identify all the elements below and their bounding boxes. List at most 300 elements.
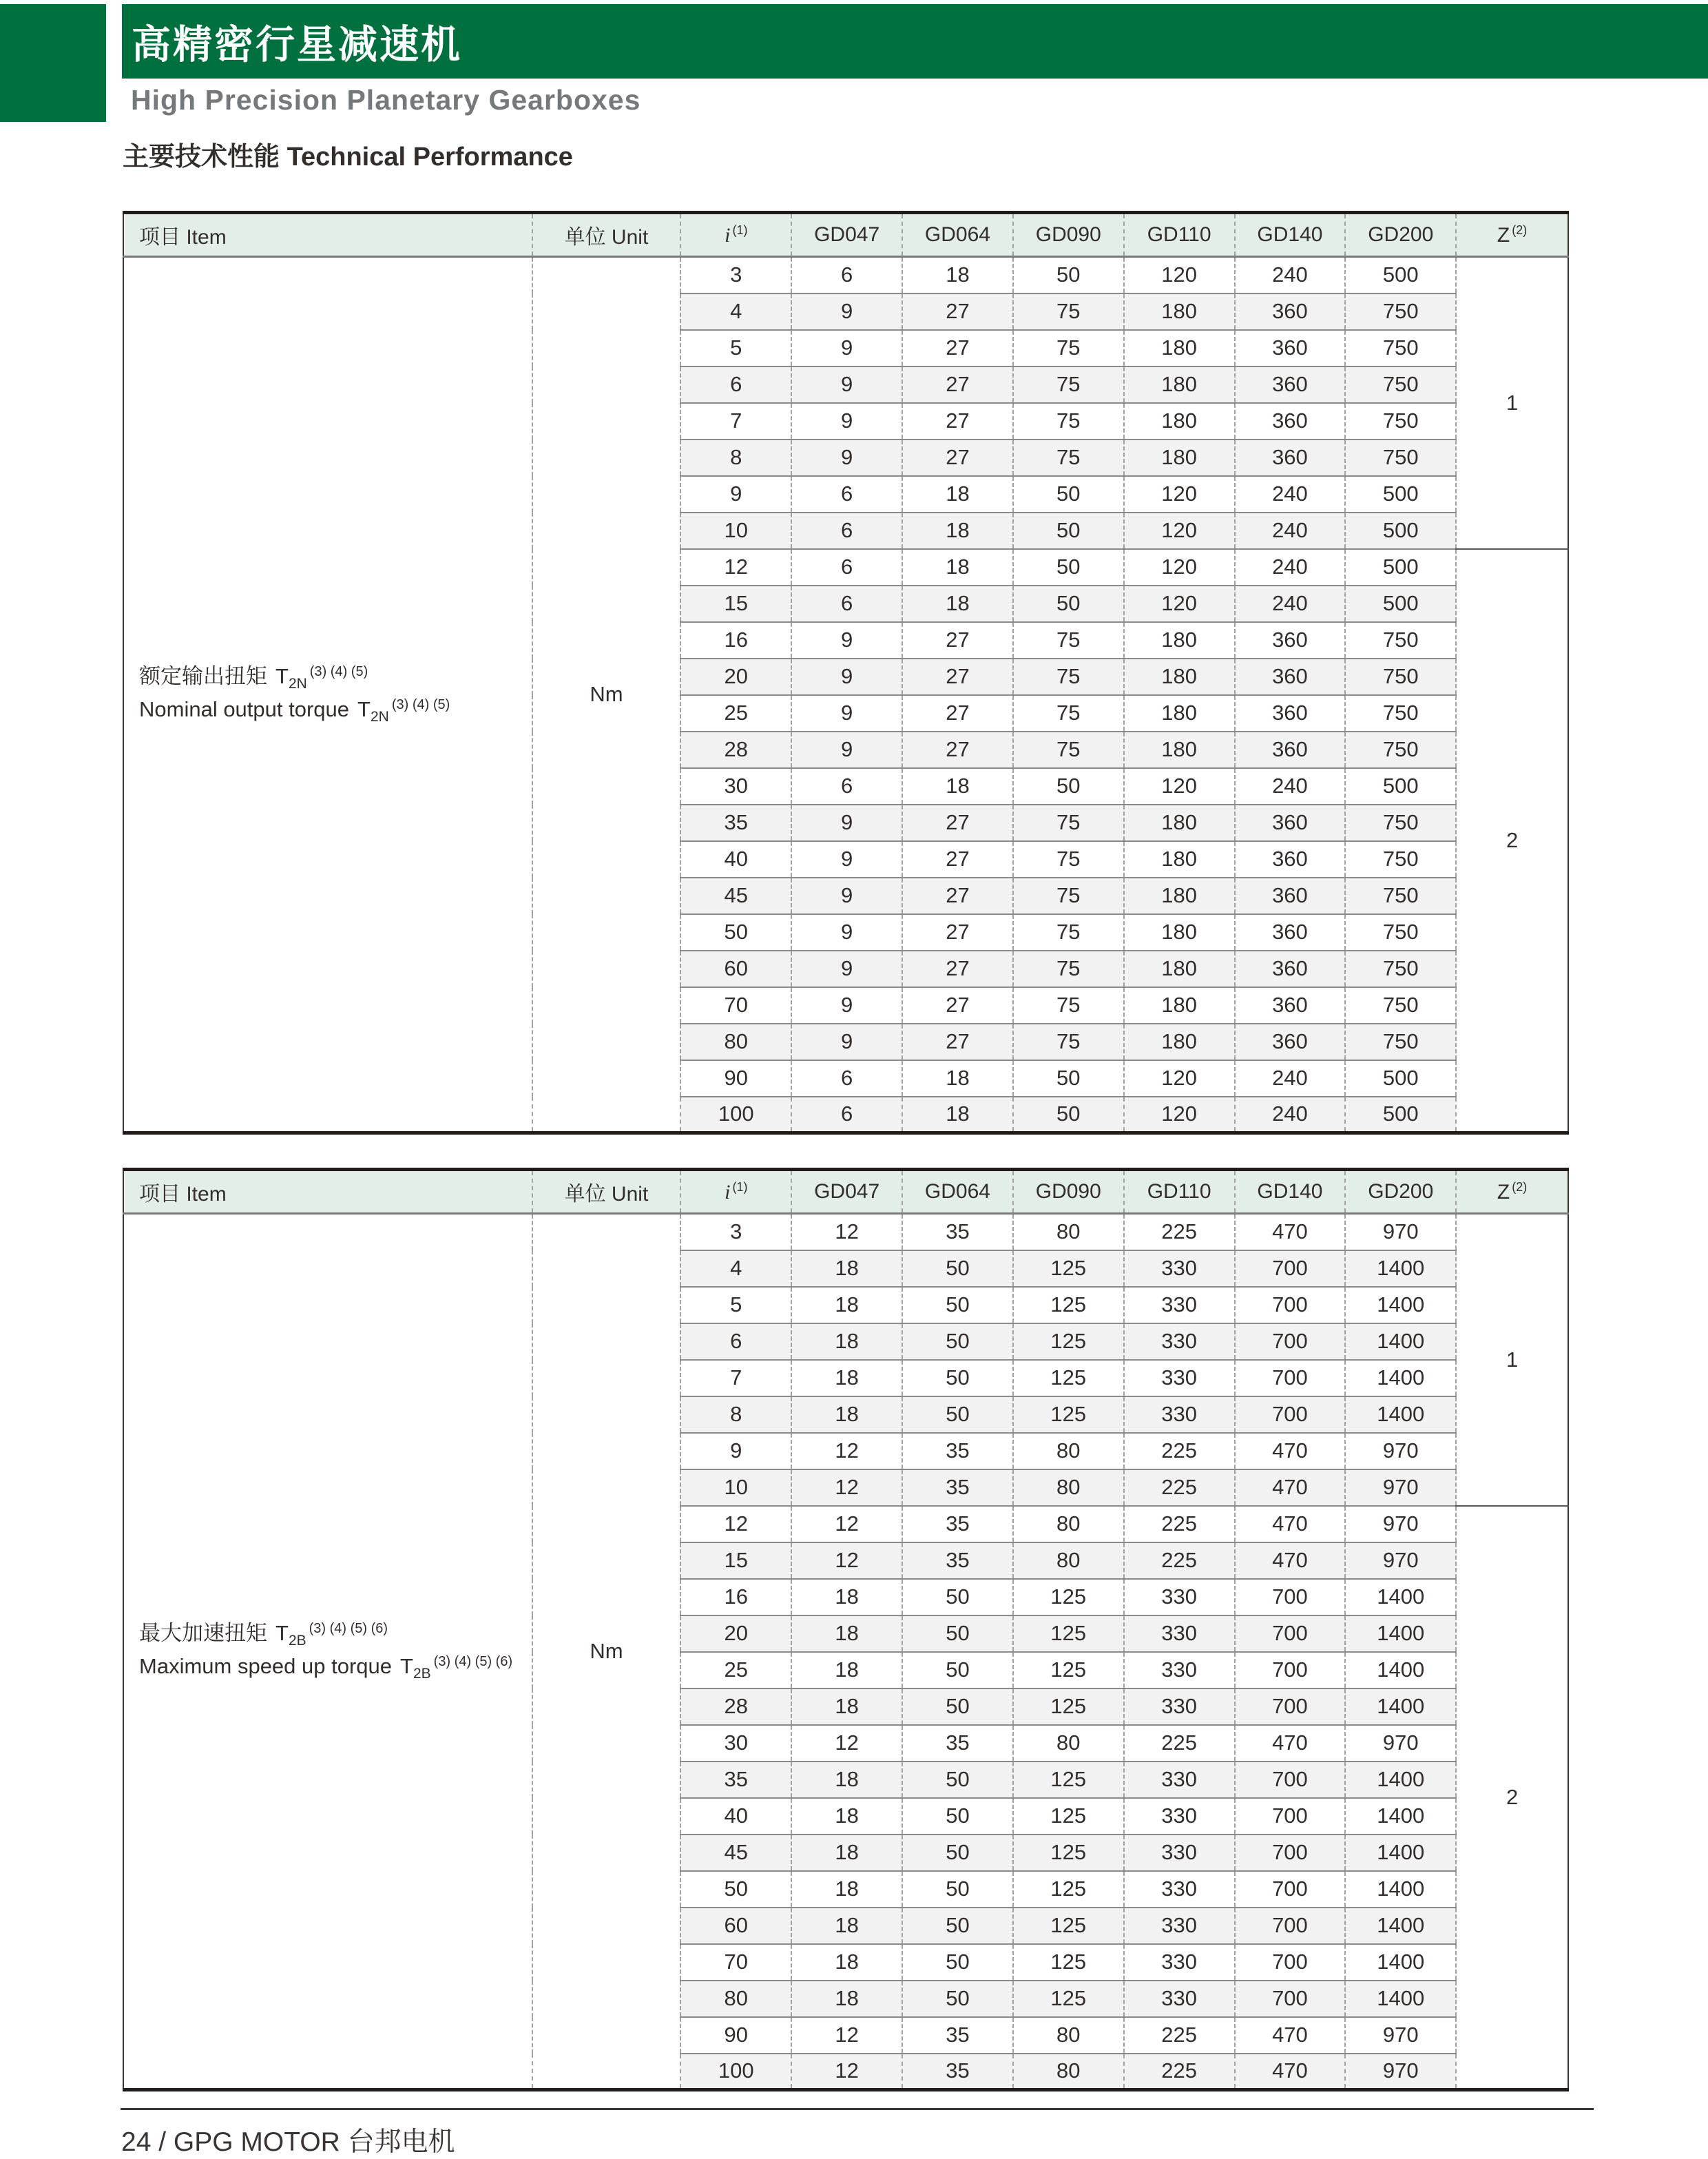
header-row xyxy=(123,213,1568,257)
value-cell: 9 xyxy=(791,659,902,695)
value-cell: 50 xyxy=(1013,1060,1124,1097)
value-cell: 1400 xyxy=(1345,1396,1456,1433)
value-cell: 750 xyxy=(1345,732,1456,768)
value-cell: 330 xyxy=(1124,1981,1235,2017)
value-cell: 240 xyxy=(1235,513,1346,549)
value-cell: 12 xyxy=(791,2017,902,2054)
value-cell: 1400 xyxy=(1345,1579,1456,1615)
value-cell: 50 xyxy=(902,1615,1013,1652)
value-cell: 6 xyxy=(791,586,902,622)
value-cell: 1400 xyxy=(1345,1250,1456,1287)
ratio-cell: 50 xyxy=(680,914,791,951)
value-cell: 500 xyxy=(1345,513,1456,549)
value-cell: 18 xyxy=(791,1835,902,1871)
value-cell: 18 xyxy=(791,1360,902,1396)
value-cell: 470 xyxy=(1235,1469,1346,1506)
value-cell: 50 xyxy=(1013,1097,1124,1133)
value-cell: 750 xyxy=(1345,878,1456,914)
value-cell: 75 xyxy=(1013,330,1124,366)
value-cell: 1400 xyxy=(1345,1908,1456,1944)
value-cell: 125 xyxy=(1013,1360,1124,1396)
column-header-gd200: GD200 xyxy=(1345,213,1456,257)
value-cell: 750 xyxy=(1345,987,1456,1024)
item-label-cell xyxy=(123,1214,532,2090)
value-cell: 18 xyxy=(791,1908,902,1944)
value-cell: 360 xyxy=(1235,695,1346,732)
value-cell: 180 xyxy=(1124,403,1235,440)
value-cell: 75 xyxy=(1013,951,1124,987)
stage-count-cell: 1 xyxy=(1456,1214,1568,1506)
value-cell: 27 xyxy=(902,951,1013,987)
value-cell: 330 xyxy=(1124,1688,1235,1725)
column-header-unit: 单位 Unit xyxy=(532,213,681,257)
ratio-cell: 25 xyxy=(680,1652,791,1688)
value-cell: 180 xyxy=(1124,951,1235,987)
column-header-gd047: GD047 xyxy=(791,1170,902,1214)
value-cell: 360 xyxy=(1235,1024,1346,1060)
value-cell: 9 xyxy=(791,805,902,841)
value-cell: 9 xyxy=(791,878,902,914)
value-cell: 9 xyxy=(791,366,902,403)
value-cell: 225 xyxy=(1124,1469,1235,1506)
value-cell: 1400 xyxy=(1345,1944,1456,1981)
ratio-cell: 20 xyxy=(680,1615,791,1652)
value-cell: 750 xyxy=(1345,951,1456,987)
value-cell: 700 xyxy=(1235,1688,1346,1725)
ratio-cell: 70 xyxy=(680,1944,791,1981)
value-cell: 700 xyxy=(1235,1981,1346,2017)
value-cell: 125 xyxy=(1013,1871,1124,1908)
value-cell: 330 xyxy=(1124,1287,1235,1323)
ratio-cell: 15 xyxy=(680,1542,791,1579)
value-cell: 970 xyxy=(1345,1725,1456,1762)
value-cell: 970 xyxy=(1345,1542,1456,1579)
column-header-ratio: i $^{(1)}$ xyxy=(680,1170,791,1214)
value-cell: 1400 xyxy=(1345,1871,1456,1908)
value-cell: 330 xyxy=(1124,1944,1235,1981)
value-cell: 50 xyxy=(902,1652,1013,1688)
value-cell: 180 xyxy=(1124,914,1235,951)
value-cell: 50 xyxy=(1013,476,1124,513)
value-cell: 35 xyxy=(902,1725,1013,1762)
value-cell: 700 xyxy=(1235,1871,1346,1908)
value-cell: 700 xyxy=(1235,1287,1346,1323)
value-cell: 27 xyxy=(902,622,1013,659)
value-cell: 35 xyxy=(902,1469,1013,1506)
value-cell: 27 xyxy=(902,695,1013,732)
value-cell: 18 xyxy=(791,1579,902,1615)
value-cell: 330 xyxy=(1124,1360,1235,1396)
value-cell: 75 xyxy=(1013,1024,1124,1060)
ratio-cell: 45 xyxy=(680,1835,791,1871)
value-cell: 50 xyxy=(902,1579,1013,1615)
value-cell: 970 xyxy=(1345,1214,1456,1250)
torque-symbol: $T_{2B}$ xyxy=(275,1621,306,1649)
value-cell: 9 xyxy=(791,1024,902,1060)
value-cell: 27 xyxy=(902,732,1013,768)
value-cell: 330 xyxy=(1124,1798,1235,1835)
ratio-cell: 50 xyxy=(680,1871,791,1908)
value-cell: 12 xyxy=(791,1506,902,1542)
value-cell: 225 xyxy=(1124,1433,1235,1469)
value-cell: 27 xyxy=(902,659,1013,695)
value-cell: 120 xyxy=(1124,549,1235,586)
value-cell: 9 xyxy=(791,622,902,659)
column-header-gd140: GD140 xyxy=(1235,213,1346,257)
column-header-stages: Z $^{(2)}$ xyxy=(1456,213,1568,257)
value-cell: 470 xyxy=(1235,1542,1346,1579)
value-cell: 12 xyxy=(791,1433,902,1469)
value-cell: 9 xyxy=(791,841,902,878)
value-cell: 18 xyxy=(902,513,1013,549)
value-cell: 75 xyxy=(1013,987,1124,1024)
column-header-stages: Z $^{(2)}$ xyxy=(1456,1170,1568,1214)
ratio-cell: 30 xyxy=(680,768,791,805)
column-header-gd110: GD110 xyxy=(1124,213,1235,257)
value-cell: 180 xyxy=(1124,841,1235,878)
value-cell: 330 xyxy=(1124,1762,1235,1798)
value-cell: 330 xyxy=(1124,1396,1235,1433)
value-cell: 75 xyxy=(1013,293,1124,330)
value-cell: 750 xyxy=(1345,293,1456,330)
value-cell: 27 xyxy=(902,987,1013,1024)
value-cell: 750 xyxy=(1345,330,1456,366)
value-cell: 18 xyxy=(791,1688,902,1725)
value-cell: 27 xyxy=(902,914,1013,951)
value-cell: 75 xyxy=(1013,695,1124,732)
ratio-cell: 7 xyxy=(680,1360,791,1396)
torque-symbol: $T_{2N}$ xyxy=(275,664,307,692)
ratio-cell: 35 xyxy=(680,805,791,841)
ratio-cell: 6 xyxy=(680,366,791,403)
value-cell: 225 xyxy=(1124,1542,1235,1579)
value-cell: 80 xyxy=(1013,1725,1124,1762)
value-cell: 240 xyxy=(1235,586,1346,622)
value-cell: 50 xyxy=(902,1944,1013,1981)
value-cell: 50 xyxy=(1013,513,1124,549)
column-header-gd200: GD200 xyxy=(1345,1170,1456,1214)
value-cell: 180 xyxy=(1124,878,1235,914)
value-cell: 27 xyxy=(902,403,1013,440)
value-cell: 18 xyxy=(902,1097,1013,1133)
value-cell: 9 xyxy=(791,695,902,732)
ratio-cell: 80 xyxy=(680,1981,791,2017)
value-cell: 50 xyxy=(1013,768,1124,805)
table-row xyxy=(123,1214,1568,1250)
technical-performance-table-1 xyxy=(123,211,1569,1135)
value-cell: 700 xyxy=(1235,1396,1346,1433)
page-banner xyxy=(122,4,1708,79)
value-cell: 12 xyxy=(791,1542,902,1579)
value-cell: 330 xyxy=(1124,1250,1235,1287)
value-cell: 500 xyxy=(1345,257,1456,293)
value-cell: 80 xyxy=(1013,2054,1124,2090)
value-cell: 9 xyxy=(791,440,902,476)
value-cell: 18 xyxy=(902,586,1013,622)
ratio-cell: 15 xyxy=(680,586,791,622)
value-cell: 6 xyxy=(791,513,902,549)
ratio-cell: 6 xyxy=(680,1323,791,1360)
ratio-cell: 12 xyxy=(680,1506,791,1542)
value-cell: 80 xyxy=(1013,1433,1124,1469)
value-cell: 18 xyxy=(791,1944,902,1981)
value-cell: 125 xyxy=(1013,1908,1124,1944)
value-cell: 750 xyxy=(1345,1024,1456,1060)
section-title-zh: 主要技术性能 xyxy=(123,143,280,172)
value-cell: 180 xyxy=(1124,293,1235,330)
value-cell: 18 xyxy=(902,549,1013,586)
value-cell: 6 xyxy=(791,1097,902,1133)
value-cell: 27 xyxy=(902,878,1013,914)
value-cell: 50 xyxy=(1013,257,1124,293)
value-cell: 80 xyxy=(1013,1469,1124,1506)
value-cell: 750 xyxy=(1345,805,1456,841)
value-cell: 27 xyxy=(902,330,1013,366)
item-label-en: Nominal output torque $T_{2N}^{(3) (4) (5)}$ xyxy=(139,696,450,725)
value-cell: 50 xyxy=(902,1798,1013,1835)
value-cell: 700 xyxy=(1235,1652,1346,1688)
value-cell: 240 xyxy=(1235,768,1346,805)
value-cell: 35 xyxy=(902,1433,1013,1469)
column-header-gd047: GD047 xyxy=(791,213,902,257)
ratio-cell: 100 xyxy=(680,2054,791,2090)
ratio-cell: 4 xyxy=(680,293,791,330)
column-header-gd064: GD064 xyxy=(902,1170,1013,1214)
value-cell: 225 xyxy=(1124,2054,1235,2090)
ratio-cell: 16 xyxy=(680,622,791,659)
value-cell: 180 xyxy=(1124,695,1235,732)
value-cell: 120 xyxy=(1124,513,1235,549)
value-cell: 360 xyxy=(1235,366,1346,403)
unit-cell: Nm xyxy=(532,257,681,1133)
column-header-gd064: GD064 xyxy=(902,213,1013,257)
value-cell: 27 xyxy=(902,841,1013,878)
table-header xyxy=(123,1170,1568,1214)
value-cell: 360 xyxy=(1235,914,1346,951)
value-cell: 9 xyxy=(791,914,902,951)
value-cell: 18 xyxy=(791,1798,902,1835)
value-cell: 18 xyxy=(791,1652,902,1688)
technical-performance-table-2 xyxy=(123,1168,1569,2091)
value-cell: 1400 xyxy=(1345,1981,1456,2017)
value-cell: 27 xyxy=(902,366,1013,403)
value-cell: 120 xyxy=(1124,257,1235,293)
ratio-cell: 30 xyxy=(680,1725,791,1762)
value-cell: 700 xyxy=(1235,1944,1346,1981)
banner-title: 高精密行星减速机 xyxy=(132,23,462,67)
value-cell: 9 xyxy=(791,403,902,440)
column-header-gd090: GD090 xyxy=(1013,1170,1124,1214)
value-cell: 240 xyxy=(1235,1097,1346,1133)
ratio-cell: 10 xyxy=(680,1469,791,1506)
value-cell: 360 xyxy=(1235,293,1346,330)
value-cell: 180 xyxy=(1124,659,1235,695)
footer-rule xyxy=(121,2108,1594,2110)
ratio-cell: 10 xyxy=(680,513,791,549)
column-header-gd110: GD110 xyxy=(1124,1170,1235,1214)
value-cell: 330 xyxy=(1124,1615,1235,1652)
column-header-unit: 单位 Unit xyxy=(532,1170,681,1214)
table-body xyxy=(123,1214,1568,2090)
torque-symbol: $T_{2N}$ xyxy=(357,697,389,725)
ratio-cell: 28 xyxy=(680,732,791,768)
value-cell: 180 xyxy=(1124,987,1235,1024)
value-cell: 18 xyxy=(791,1981,902,2017)
value-cell: 225 xyxy=(1124,2017,1235,2054)
ratio-cell: 80 xyxy=(680,1024,791,1060)
value-cell: 330 xyxy=(1124,1579,1235,1615)
ratio-cell: 20 xyxy=(680,659,791,695)
value-cell: 330 xyxy=(1124,1908,1235,1944)
value-cell: 50 xyxy=(902,1981,1013,2017)
ratio-cell: 40 xyxy=(680,1798,791,1835)
value-cell: 6 xyxy=(791,476,902,513)
value-cell: 700 xyxy=(1235,1908,1346,1944)
value-cell: 18 xyxy=(791,1762,902,1798)
value-cell: 970 xyxy=(1345,1469,1456,1506)
value-cell: 12 xyxy=(791,1214,902,1250)
value-cell: 970 xyxy=(1345,1433,1456,1469)
footer-text: 24 / GPG MOTOR 台邦电机 xyxy=(121,2127,455,2157)
ratio-cell: 35 xyxy=(680,1762,791,1798)
value-cell: 75 xyxy=(1013,841,1124,878)
stage-count-cell: 1 xyxy=(1456,257,1568,549)
header-row xyxy=(123,1170,1568,1214)
value-cell: 50 xyxy=(1013,549,1124,586)
value-cell: 1400 xyxy=(1345,1835,1456,1871)
value-cell: 18 xyxy=(791,1871,902,1908)
ratio-cell: 25 xyxy=(680,695,791,732)
section-title-en: Technical Performance xyxy=(287,143,573,172)
section-title xyxy=(123,135,573,173)
value-cell: 18 xyxy=(791,1615,902,1652)
ratio-cell: 90 xyxy=(680,2017,791,2054)
value-cell: 225 xyxy=(1124,1725,1235,1762)
item-label-zh: 额定输出扭矩 $T_{2N}^{(3) (4) (5)}$ xyxy=(139,664,368,692)
value-cell: 18 xyxy=(902,257,1013,293)
value-cell: 500 xyxy=(1345,476,1456,513)
table-row xyxy=(123,257,1568,293)
value-cell: 180 xyxy=(1124,805,1235,841)
ratio-cell: 9 xyxy=(680,476,791,513)
value-cell: 225 xyxy=(1124,1506,1235,1542)
value-cell: 240 xyxy=(1235,257,1346,293)
table-body xyxy=(123,257,1568,1133)
value-cell: 125 xyxy=(1013,1287,1124,1323)
value-cell: 75 xyxy=(1013,659,1124,695)
value-cell: 35 xyxy=(902,2017,1013,2054)
value-cell: 6 xyxy=(791,1060,902,1097)
value-cell: 750 xyxy=(1345,659,1456,695)
value-cell: 120 xyxy=(1124,1060,1235,1097)
torque-symbol: $T_{2B}$ xyxy=(400,1654,431,1682)
value-cell: 330 xyxy=(1124,1835,1235,1871)
column-header-ratio: i $^{(1)}$ xyxy=(680,213,791,257)
value-cell: 75 xyxy=(1013,805,1124,841)
value-cell: 18 xyxy=(791,1250,902,1287)
value-cell: 750 xyxy=(1345,622,1456,659)
value-cell: 27 xyxy=(902,440,1013,476)
value-cell: 125 xyxy=(1013,1981,1124,2017)
value-cell: 125 xyxy=(1013,1579,1124,1615)
value-cell: 50 xyxy=(902,1688,1013,1725)
value-cell: 27 xyxy=(902,805,1013,841)
ratio-cell: 3 xyxy=(680,1214,791,1250)
value-cell: 180 xyxy=(1124,732,1235,768)
value-cell: 1400 xyxy=(1345,1323,1456,1360)
stage-count-cell: 2 xyxy=(1456,549,1568,1133)
value-cell: 330 xyxy=(1124,1323,1235,1360)
value-cell: 1400 xyxy=(1345,1287,1456,1323)
value-cell: 75 xyxy=(1013,622,1124,659)
value-cell: 470 xyxy=(1235,1725,1346,1762)
value-cell: 750 xyxy=(1345,914,1456,951)
value-cell: 1400 xyxy=(1345,1360,1456,1396)
value-cell: 120 xyxy=(1124,768,1235,805)
value-cell: 125 xyxy=(1013,1798,1124,1835)
value-cell: 50 xyxy=(902,1396,1013,1433)
value-cell: 240 xyxy=(1235,1060,1346,1097)
value-cell: 750 xyxy=(1345,841,1456,878)
value-cell: 120 xyxy=(1124,1097,1235,1133)
value-cell: 330 xyxy=(1124,1652,1235,1688)
ratio-cell: 8 xyxy=(680,440,791,476)
column-header-gd140: GD140 xyxy=(1235,1170,1346,1214)
value-cell: 470 xyxy=(1235,2017,1346,2054)
value-cell: 80 xyxy=(1013,1542,1124,1579)
value-cell: 360 xyxy=(1235,440,1346,476)
value-cell: 18 xyxy=(902,476,1013,513)
stage-count-cell: 2 xyxy=(1456,1506,1568,2090)
value-cell: 75 xyxy=(1013,403,1124,440)
value-cell: 35 xyxy=(902,2054,1013,2090)
column-header-item: 项目 Item xyxy=(123,1170,532,1214)
value-cell: 180 xyxy=(1124,622,1235,659)
value-cell: 360 xyxy=(1235,622,1346,659)
value-cell: 700 xyxy=(1235,1762,1346,1798)
value-cell: 1400 xyxy=(1345,1798,1456,1835)
brand-corner-block xyxy=(0,4,106,122)
value-cell: 1400 xyxy=(1345,1615,1456,1652)
value-cell: 50 xyxy=(902,1835,1013,1871)
unit-cell: Nm xyxy=(532,1214,681,2090)
value-cell: 50 xyxy=(902,1250,1013,1287)
value-cell: 360 xyxy=(1235,987,1346,1024)
value-cell: 6 xyxy=(791,768,902,805)
column-header-item: 项目 Item xyxy=(123,213,532,257)
value-cell: 9 xyxy=(791,330,902,366)
value-cell: 700 xyxy=(1235,1323,1346,1360)
value-cell: 750 xyxy=(1345,366,1456,403)
value-cell: 50 xyxy=(902,1287,1013,1323)
value-cell: 18 xyxy=(791,1287,902,1323)
ratio-cell: 45 xyxy=(680,878,791,914)
value-cell: 240 xyxy=(1235,549,1346,586)
value-cell: 180 xyxy=(1124,440,1235,476)
value-cell: 35 xyxy=(902,1506,1013,1542)
value-cell: 1400 xyxy=(1345,1688,1456,1725)
ratio-cell: 4 xyxy=(680,1250,791,1287)
value-cell: 50 xyxy=(902,1360,1013,1396)
value-cell: 470 xyxy=(1235,2054,1346,2090)
value-cell: 35 xyxy=(902,1542,1013,1579)
value-cell: 18 xyxy=(791,1396,902,1433)
value-cell: 125 xyxy=(1013,1835,1124,1871)
value-cell: 125 xyxy=(1013,1396,1124,1433)
value-cell: 750 xyxy=(1345,695,1456,732)
value-cell: 180 xyxy=(1124,366,1235,403)
value-cell: 360 xyxy=(1235,951,1346,987)
